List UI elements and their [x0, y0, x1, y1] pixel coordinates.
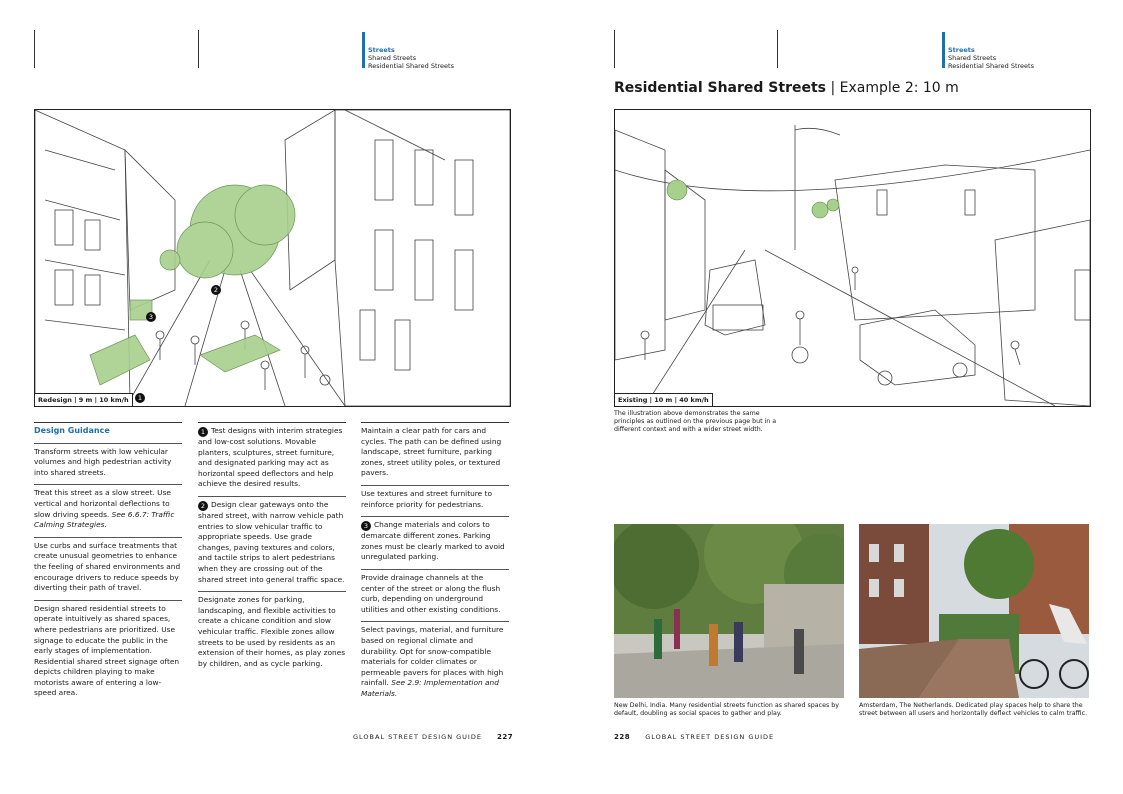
guidance-paragraph: Designate zones for parking, landscaping, and flexible activities to create a chicane condition and slow vehicular traffic. Flexible zones allow streets to be used by residents as an extension of their homes, as play zones by children, and as cycle parking.	[198, 591, 346, 675]
breadcrumb-item[interactable]: Residential Shared Streets	[368, 62, 454, 70]
breadcrumb	[948, 46, 1034, 70]
guidance-paragraph: Treat this street as a slow street. Use vertical and horizontal deflections to slow driving speeds. See 6.6.7: Traffic Calming Strategies.	[34, 484, 182, 536]
figure-label: Redesign | 9 m | 10 km/h	[35, 393, 133, 406]
guidance-item-2: 2 Design clear gateways onto the shared street, with narrow vehicle path entries to slow vehicular traffic to appropriate speeds. Use grade changes, paving textures and colors, and tactile strips to alert pedestrians when they are crossing out of the shared street into general traffic space.	[198, 496, 346, 591]
left-footer	[353, 733, 513, 741]
figure-caption: The illustration above demonstrates the same principles as outlined on the previous page but in a different context and with a wider street width.	[614, 410, 777, 433]
number-badge: 1	[198, 427, 208, 437]
breadcrumb-accent-bar	[362, 32, 365, 68]
photo-amsterdam	[859, 524, 1089, 698]
guidance-column-3	[361, 422, 509, 705]
cross-reference[interactable]: See 6.6.7: Traffic Calming Strategies.	[34, 509, 175, 530]
guidance-paragraph: Select pavings, material, and furniture based on regional climate and durability. Opt for snow-compatible materials for colder climates or permeable pavers for places with high rainfall. See 2.9: Implementation and Materials.	[361, 621, 509, 705]
number-badge: 3	[361, 521, 371, 531]
footer-book-title: GLOBAL STREET DESIGN GUIDE	[353, 733, 482, 741]
guidance-column-2	[198, 422, 346, 675]
guidance-paragraph: Use textures and street furniture to reinforce priority for pedestrians.	[361, 485, 509, 516]
design-guidance-column	[34, 422, 182, 705]
cross-reference[interactable]: See 2.9: Implementation and Materials.	[361, 678, 499, 698]
street-sketch-existing	[615, 110, 1090, 406]
photo-new-delhi	[614, 524, 844, 698]
guidance-paragraph: Maintain a clear path for cars and cycles. The path can be defined using landscape, street furniture, parking zones, street utility poles, or textured pavers.	[361, 422, 509, 485]
new-delhi-street-photo	[614, 524, 844, 698]
header-rule	[614, 30, 615, 68]
marker-3: 3	[146, 303, 159, 322]
street-sketch-redesign	[35, 110, 510, 406]
photo-caption-new-delhi: New Delhi, India. Many residential streets function as shared spaces by default, doubling as social spaces to gather and play.	[614, 702, 839, 717]
guidance-item-3: 3 Change materials and colors to demarcate different zones. Parking zones must be clearly marked to avoid unregulated parking.	[361, 516, 509, 569]
right-footer	[614, 733, 774, 741]
breadcrumb-item[interactable]: Residential Shared Streets	[948, 62, 1034, 70]
guidance-paragraph: Design shared residential streets to operate intuitively as shared spaces, where pedestrians are prioritized. Use signage to educate the public in the early stages of implementation. Residential shared street signage often depicts children playing to make motorists aware of entering a low-speed area.	[34, 600, 182, 705]
page-number: 227	[497, 733, 514, 741]
footer-book-title: GLOBAL STREET DESIGN GUIDE	[645, 733, 775, 741]
breadcrumb-item[interactable]: Shared Streets	[948, 54, 997, 62]
guidance-paragraph: Provide drainage channels at the center of the street or along the flush curb, depending on underground utilities and other existing conditions.	[361, 569, 509, 621]
amsterdam-street-photo	[859, 524, 1089, 698]
page-title-example: Example 2: 10 m	[839, 80, 959, 96]
page-title	[614, 80, 959, 96]
breadcrumb-item[interactable]: Streets	[368, 46, 395, 54]
page-title-separator: |	[830, 80, 836, 96]
photo-caption-amsterdam: Amsterdam, The Netherlands. Dedicated play spaces help to share the street between all users and horizontally deflect vehicles to calm traffic.	[859, 702, 1088, 717]
design-guidance-title: Design Guidance	[34, 426, 110, 435]
header-rule	[198, 30, 199, 68]
marker-2: 2	[211, 276, 224, 295]
number-badge: 2	[198, 501, 208, 511]
guidance-item-1: 1 Test designs with interim strategies and low-cost solutions. Movable planters, sculptures, street furniture, and designated parking may act as horizontal speed deflectors and help achieve the desired results.	[198, 422, 346, 496]
design-guidance-heading-block	[34, 422, 182, 443]
guidance-paragraph: Use curbs and surface treatments that create unusual geometries to enhance the feeling of shared environments and encourage drivers to reduce speeds by diverting their path of travel.	[34, 537, 182, 600]
page-title-bold: Residential Shared Streets	[614, 80, 826, 96]
redesign-illustration	[34, 109, 511, 407]
breadcrumb-accent-bar	[942, 32, 945, 68]
marker-1: 1	[135, 384, 148, 403]
breadcrumb-item[interactable]: Shared Streets	[368, 54, 417, 62]
header-rule	[777, 30, 778, 68]
breadcrumb-item[interactable]: Streets	[948, 46, 975, 54]
page-number: 228	[614, 733, 631, 741]
breadcrumb	[368, 46, 454, 70]
existing-illustration	[614, 109, 1091, 407]
guidance-paragraph: Transform streets with low vehicular volumes and high pedestrian activity into shared streets.	[34, 443, 182, 485]
header-rule	[34, 30, 35, 68]
figure-label: Existing | 10 m | 40 km/h	[615, 393, 713, 406]
